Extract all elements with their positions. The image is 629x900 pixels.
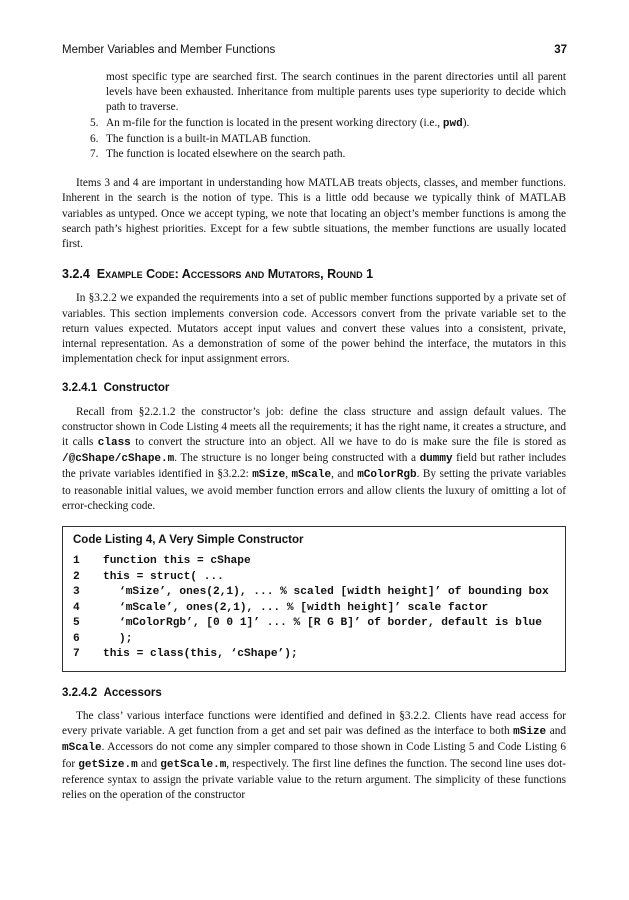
inline-code: mSize <box>513 726 547 739</box>
inline-code: class <box>97 437 131 450</box>
inline-code: getScale.m <box>160 758 227 771</box>
code-listing-caption: Code Listing 4, A Very Simple Constructor <box>73 534 304 547</box>
inline-code: mScale <box>291 469 332 482</box>
inline-code: mColorRgb <box>357 469 417 482</box>
code-listing <box>62 526 566 672</box>
paragraph-search-type: Items 3 and 4 are important in understanding how MATLAB treats objects, classes, and member functions. Inherent in the search is the notion of type. This is a little odd because we typically think of MATLAB variables as untyped. Once we accept typing, we note that locating an object’s member functions is among the search path’s highest priorities. Except for a few subtle situations, the member functions are usually located first. <box>62 177 566 251</box>
inline-code: /@cShape/cShape.m <box>62 453 175 466</box>
paragraph-constructor: Recall from §2.2.1.2 the constructor’s job: define the class structure and assign default values. The constructor shown in Code Listing 4 meets all the requirements; it has the right name, it creates a structure, and it calls class to convert the structure into an object. All we have to do is make sure the file is stored as /@cShape/cShape.m. The structure is no longer being constructed with a dummy field but rather includes the private variables identified in §3.2.2: mSize, mScale, and mColorRgb. By setting the private variables to reasonable initial values, we avoid member function errors and allow clients the luxury of omitting a lot of error-checking code. <box>62 405 566 512</box>
section-heading: 3.2.4 Example Code: Accessors and Mutators, Round 1 <box>62 267 374 282</box>
header-title: Member Variables and Member Functions <box>62 44 276 56</box>
code-line: 5 ‘mColorRgb’, [0 0 1]’ ... % [R G B]’ of border, default is blue <box>73 617 542 630</box>
code-line: 1 function this = cShape <box>73 555 251 568</box>
code-line: 2 this = struct( ... <box>73 570 224 583</box>
code-line: 4 ‘mScale’, ones(2,1), ... % [width height]’ scale factor <box>73 601 489 614</box>
list-item: 6. The function is a built-in MATLAB function. <box>90 132 311 145</box>
inline-code: mScale <box>62 742 102 755</box>
inline-code: mSize <box>252 469 286 482</box>
list-item: 5. An m-file for the function is located in the present working directory (i.e., pwd). <box>90 116 470 130</box>
page-body <box>62 70 566 803</box>
code-line: 6 ); <box>73 632 133 645</box>
running-header <box>62 44 567 60</box>
page-number: 37 <box>554 44 567 56</box>
inline-code: pwd <box>442 117 463 130</box>
subsection-heading-accessors: 3.2.4.2 Accessors <box>62 686 162 699</box>
search-order-list <box>62 116 566 163</box>
list-item-continuation: most specific type are searched first. The search continues in the parent directories until all parent levels have been exhausted. Inheritance from multiple parents uses type superiority to decide which path to traverse. <box>106 71 566 114</box>
code-line: 7 this = class(this, ‘cShape’); <box>73 648 298 661</box>
paragraph-requirements: In §3.2.2 we expanded the requirements into a set of public member functions supported by a private set of variables. This section implements conversion code. Accessors convert from the private variable set to the return values expected. Mutators accept input values and convert these values into a consistent, private, internal representation. As a demonstration of some of the power behind the interface, the mutators in this implementation check for input assignment errors. <box>62 292 566 366</box>
list-item: 7. The function is located elsewhere on the search path. <box>90 148 346 161</box>
paragraph-accessors: The class’ various interface functions were identified and defined in §3.2.2. Clients have read access for every private variable. A get function from a get and set pair was defined as the interface to both mSize and mScale. Accessors do not come any simpler compared to those shown in Code Listing 5 and Code Listing 6 for getSize.m and getScale.m, respectively. The first line defines the function. The second line uses dot-reference syntax to assign the private variable value to the return argument. The simplicity of these functions relies on the operation of the constructor <box>62 709 567 801</box>
inline-code: getSize.m <box>78 758 138 771</box>
code-line: 3 ‘mSize’, ones(2,1), ... % scaled [width height]’ of bounding box <box>73 586 549 599</box>
subsection-heading-constructor: 3.2.4.1 Constructor <box>62 382 170 395</box>
inline-code: dummy <box>419 453 453 466</box>
